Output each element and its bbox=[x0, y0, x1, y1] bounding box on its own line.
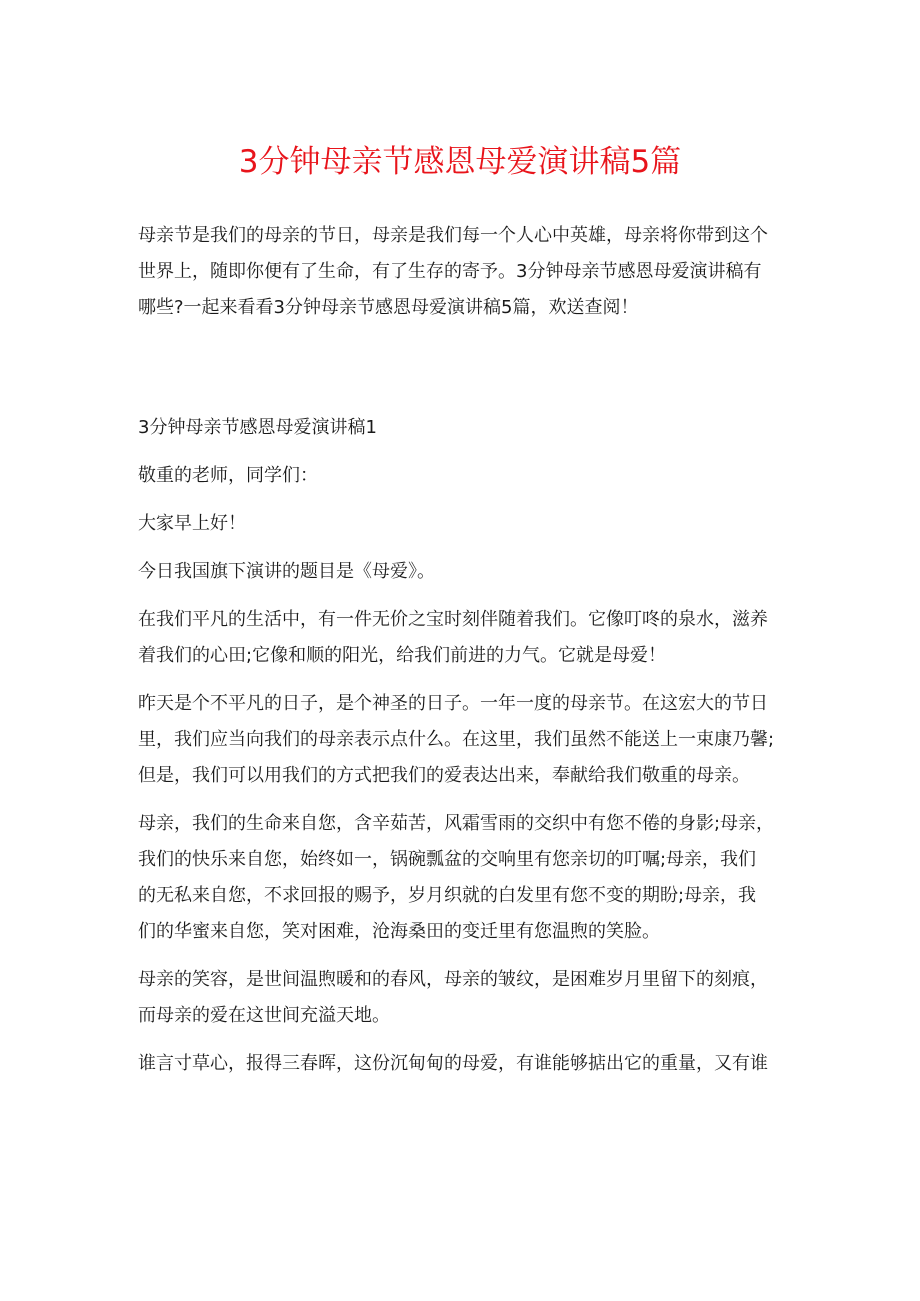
paragraph-4 bbox=[138, 962, 786, 1034]
paragraph-line: 但是，我们可以用我们的方式把我们的爱表达出来，奉献给我们敬重的母亲。 bbox=[138, 765, 750, 786]
intro-line: 母亲节是我们的母亲的节日，母亲是我们每一个人心中英雄，母亲将你带到这个 bbox=[138, 225, 768, 246]
speech-section-1 bbox=[138, 410, 786, 1094]
greeting-text: 敬重的老师，同学们： bbox=[138, 465, 318, 486]
paragraph-line: 昨天是个不平凡的日子，是个神圣的日子。一年一度的母亲节。在这宏大的节日 bbox=[138, 693, 768, 714]
paragraph-line: 的无私来自您，不求回报的赐予，岁月织就的白发里有您不变的期盼;母亲，我 bbox=[138, 885, 757, 906]
paragraph-line: 里，我们应当向我们的母亲表示点什么。在这里，我们虽然不能送上一束康乃馨; bbox=[138, 729, 775, 750]
paragraph-3 bbox=[138, 806, 786, 950]
paragraph-line: 在我们平凡的生活中，有一件无价之宝时刻伴随着我们。它像叮咚的泉水，滋养 bbox=[138, 609, 768, 630]
paragraph-line: 我们的快乐来自您，始终如一，锅碗瓢盆的交响里有您亲切的叮嘱;母亲，我们 bbox=[138, 849, 757, 870]
paragraph-line: 着我们的心田;它像和顺的阳光，给我们前进的力气。它就是母爱！ bbox=[138, 645, 667, 666]
paragraph-line: 谁言寸草心，报得三春晖，这份沉甸甸的母爱，有谁能够掂出它的重量，又有谁 bbox=[138, 1053, 768, 1074]
good-morning-text: 大家早上好！ bbox=[138, 513, 246, 534]
section-heading bbox=[138, 410, 786, 446]
paragraph-2 bbox=[138, 686, 786, 794]
paragraph-5 bbox=[138, 1046, 786, 1082]
topic-text: 今日我国旗下演讲的题目是《母爱》。 bbox=[138, 561, 435, 582]
paragraph-line: 母亲的笑容，是世间温煦暖和的春风，母亲的皱纹，是困难岁月里留下的刻痕， bbox=[138, 969, 768, 990]
intro-line: 世界上，随即你便有了生命，有了生存的寄予。3分钟母亲节感恩母爱演讲稿有 bbox=[138, 261, 762, 282]
paragraph-line: 们的华蜜来自您，笑对困难，沧海桑田的变迁里有您温煦的笑脸。 bbox=[138, 921, 660, 942]
greeting-paragraph bbox=[138, 458, 786, 494]
intro-line: 哪些?一起来看看3分钟母亲节感恩母爱演讲稿5篇，欢送查阅！ bbox=[138, 297, 639, 318]
paragraph-1 bbox=[138, 602, 786, 674]
paragraph-line: 而母亲的爱在这世间充溢天地。 bbox=[138, 1005, 390, 1026]
document-title: 3分钟母亲节感恩母爱演讲稿5篇 bbox=[238, 144, 682, 180]
section-heading-text: 3分钟母亲节感恩母爱演讲稿1 bbox=[138, 417, 377, 438]
topic-paragraph bbox=[138, 554, 786, 590]
intro-paragraph bbox=[138, 218, 786, 326]
good-morning-paragraph bbox=[138, 506, 786, 542]
paragraph-line: 母亲，我们的生命来自您，含辛茹苦，风霜雪雨的交织中有您不倦的身影;母亲， bbox=[138, 813, 775, 834]
